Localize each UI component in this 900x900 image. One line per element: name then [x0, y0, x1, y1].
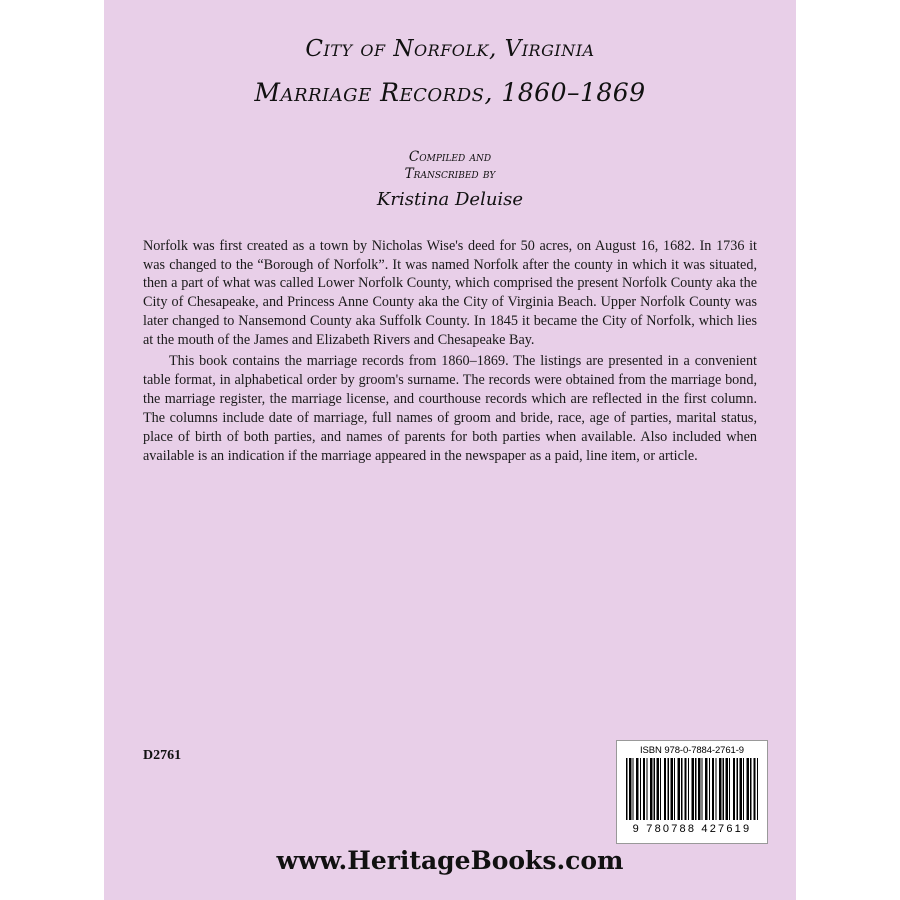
book-back-cover — [104, 0, 796, 900]
page-title-line-1: City of Norfolk, Virginia — [305, 36, 595, 62]
credits-block — [104, 149, 796, 211]
product-code: D2761 — [143, 748, 182, 763]
description-paragraph: This book contains the marriage records from 1860–1869. The listings are presented in a convenient table format, in alphabetical order by groom's surname. The records were obtained from the marriage bond, the marriage register, the marriage license, and courthouse records which are reflected in the first column. The columns include date of marriage, full names of groom and bride, race, age of parties, marital status, place of birth of both parties, and names of parents for both parties when available. Also included when available is an indication if the marriage appeared in the newspaper as a paid, line item, or article. — [143, 353, 757, 465]
title-block — [104, 0, 796, 107]
isbn-label: ISBN 978-0-7884-2761-9 — [640, 745, 744, 756]
transcribed-label: Transcribed by — [404, 166, 496, 183]
author-name: Kristina Deluise — [376, 188, 524, 210]
description-text — [143, 237, 757, 466]
barcode-bars-icon — [626, 758, 758, 820]
page-title-line-2: Marriage Records, 1860–1869 — [254, 78, 646, 107]
description-paragraph: Norfolk was first created as a town by Nicholas Wise's deed for 50 acres, on August 16, 1682. In 1736 it was changed to the “Borough of Norfolk”. It was named Norfolk after the county in which it was situated, then a part of what was called Lower Norfolk County, which comprised the present Norfolk County aka the City of Chesapeake, and Princess Anne County aka the City of Virginia Beach. Upper Norfolk County was later changed to Nansemond County aka Suffolk County. In 1845 it became the City of Norfolk, which lies at the mouth of the James and Elizabeth Rivers and Chesapeake Bay. — [143, 237, 757, 349]
barcode — [616, 740, 768, 844]
barcode-digits: 9 780788 427619 — [632, 823, 752, 835]
publisher-website: www.HeritageBooks.com — [276, 846, 624, 875]
compiled-label: Compiled and — [408, 149, 492, 165]
